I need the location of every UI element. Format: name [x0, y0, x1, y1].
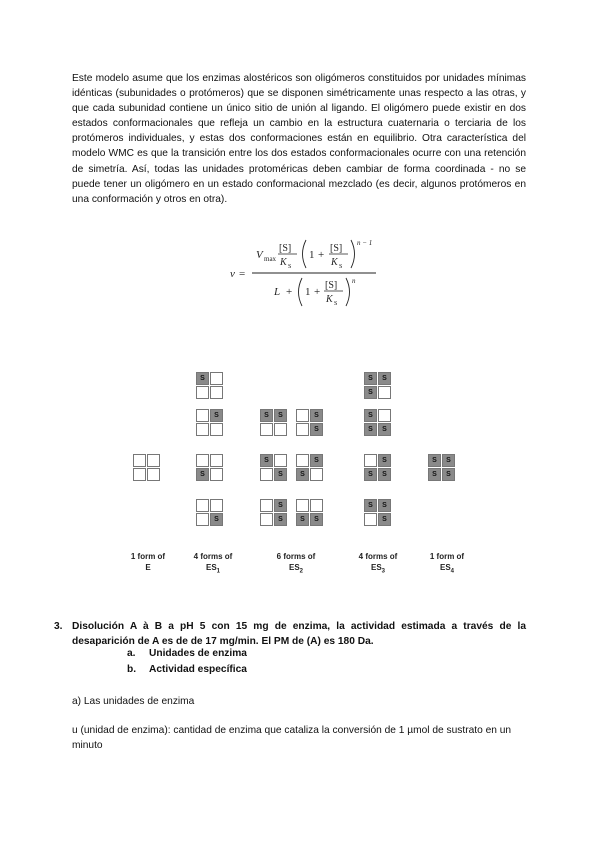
formula-den-ks-sub: S [334, 301, 338, 307]
tetramer-state [364, 499, 392, 527]
substrate-label: S [368, 426, 373, 433]
mwc-binding-states-diagram [0, 360, 600, 580]
subunit-empty [210, 386, 223, 399]
subunit-bound [442, 454, 455, 467]
answer-heading: a) Las unidades de enzima [72, 696, 195, 707]
substrate-label: S [382, 516, 387, 523]
substrate-label: S [300, 471, 305, 478]
question-item-b: b. Actividad específica [127, 664, 247, 675]
subunit-empty [296, 454, 309, 467]
mwc-rate-equation [226, 232, 396, 316]
substrate-label: S [214, 516, 219, 523]
subunit-empty [274, 423, 287, 436]
subunit-empty [196, 423, 209, 436]
subunit-empty [210, 423, 223, 436]
subunit-bound [260, 409, 273, 422]
question-text: Disolución A à B a pH 5 con 15 mg de enzima, la actividad estimada a través de la desaparición de A es de de 17 mg/min. El PM de (A) es 180 Da. [72, 621, 526, 648]
substrate-label: S [368, 471, 373, 478]
substrate-label: S [382, 375, 387, 382]
subunit-empty [260, 513, 273, 526]
subunit-empty [147, 454, 160, 467]
substrate-label: S [300, 516, 305, 523]
subunit-bound [378, 468, 391, 481]
substrate-label: S [278, 412, 283, 419]
tetramer-state [364, 372, 392, 400]
subunit-empty [260, 423, 273, 436]
tetramer-state [296, 409, 324, 437]
substrate-label: S [446, 457, 451, 464]
subunit-empty [260, 499, 273, 512]
substrate-label: S [264, 412, 269, 419]
subunit-bound [210, 409, 223, 422]
substrate-label: S [214, 412, 219, 419]
subunit-empty [210, 499, 223, 512]
subunit-empty [274, 454, 287, 467]
subunit-bound [364, 409, 377, 422]
formula-num-ks-sub: S [288, 264, 292, 270]
tetramer-state [196, 454, 224, 482]
substrate-label: S [382, 457, 387, 464]
subunit-bound [442, 468, 455, 481]
tetramer-state [196, 499, 224, 527]
substrate-label: S [368, 412, 373, 419]
col-label-e: 1 form of E [130, 552, 166, 572]
tetramer-state [196, 409, 224, 437]
subunit-empty [210, 372, 223, 385]
substrate-label: S [368, 502, 373, 509]
substrate-label: S [278, 471, 283, 478]
subunit-bound [378, 372, 391, 385]
col-label-es4: 1 form of $ES_4$ [429, 552, 465, 575]
substrate-label: S [278, 502, 283, 509]
enzyme-unit-definition: u (unidad de enzima): cantidad de enzima que cataliza la conversión de 1 µmol de sustrato en un minuto [72, 725, 512, 751]
substrate-label: S [446, 471, 451, 478]
formula-den-plus2: + [314, 286, 321, 298]
subunit-bound [378, 423, 391, 436]
tetramer-state [364, 409, 392, 437]
subunit-bound [310, 423, 323, 436]
subunit-bound [196, 372, 209, 385]
tetramer-state [133, 454, 161, 482]
subunit-empty [147, 468, 160, 481]
subunit-empty [196, 499, 209, 512]
formula-equals: = [239, 268, 246, 280]
subunit-bound [274, 513, 287, 526]
tetramer-state [428, 454, 456, 482]
formula-num-plus: + [318, 249, 325, 261]
subunit-bound [210, 513, 223, 526]
subunit-empty [364, 454, 377, 467]
subunit-bound [364, 499, 377, 512]
subunit-bound [378, 513, 391, 526]
subunit-bound [310, 409, 323, 422]
tetramer-state [260, 499, 288, 527]
col-label-es1: 4 forms of $ES_1$ [193, 552, 233, 575]
subunit-bound [378, 454, 391, 467]
tetramer-state [364, 454, 392, 482]
tetramer-state [296, 454, 324, 482]
subunit-bound [274, 499, 287, 512]
formula-l: L [274, 286, 281, 298]
formula-num-ks2-sub: S [339, 264, 343, 270]
substrate-label: S [432, 471, 437, 478]
substrate-label: S [432, 457, 437, 464]
subunit-bound [378, 499, 391, 512]
substrate-label: S [278, 516, 283, 523]
formula-den-plus: + [286, 286, 293, 298]
subunit-empty [378, 409, 391, 422]
tetramer-state [196, 372, 224, 400]
substrate-label: S [200, 471, 205, 478]
subunit-empty [364, 513, 377, 526]
subunit-bound [274, 409, 287, 422]
substrate-label: S [314, 457, 319, 464]
formula-num-s2: [S] [330, 243, 343, 254]
subunit-empty [296, 499, 309, 512]
substrate-label: S [382, 471, 387, 478]
subunit-bound [428, 454, 441, 467]
col-label-es2: 6 forms of $ES_2$ [276, 552, 316, 575]
substrate-label: S [382, 502, 387, 509]
subunit-empty [196, 409, 209, 422]
formula-lhs: v [230, 268, 235, 280]
formula-num-ks: K [280, 257, 287, 268]
subunit-bound [260, 454, 273, 467]
subunit-bound [364, 386, 377, 399]
substrate-label: S [368, 389, 373, 396]
subunit-empty [310, 499, 323, 512]
formula-den-one: 1 [305, 286, 311, 298]
subunit-empty [378, 386, 391, 399]
formula-exp-bottom: n [352, 277, 356, 285]
subunit-bound [364, 372, 377, 385]
formula-num-one: 1 [309, 249, 315, 261]
substrate-label: S [368, 375, 373, 382]
substrate-label: S [314, 426, 319, 433]
subunit-bound [274, 468, 287, 481]
question-3 [54, 619, 526, 649]
formula-vmax-sub: max [264, 255, 277, 263]
intro-paragraph: Este modelo asume que los enzimas alostéricos son oligómeros constituidos por unidades mínimas idénticas (subunidades o protómeros) que se disponen simétricamente unas respecto a las otras, y que cada subunidad contiene un único sitio de unión al ligando. El oligómero puede existir en dos estados conformacionales que refleja un cambio en la estructura cuaternaria o terciaria de los protómeros individuales, y estas dos conformaciones están en equilibrio. Otra característica del modelo WMC es que la transición entre los dos estados conformacionales ocurre con una retención de simetría. Así, todas las unidades protoméricas deben cambiar de forma coordinada - no se puede tener un oligómero en un estado conformacional mezclado (es decir, algunos protómeros en una conformación y otros en otra). [72, 73, 526, 205]
subunit-empty [296, 423, 309, 436]
tetramer-state [260, 409, 288, 437]
substrate-label: S [382, 426, 387, 433]
question-item-a: a. Unidades de enzima [127, 648, 247, 659]
subunit-empty [133, 454, 146, 467]
subunit-empty [260, 468, 273, 481]
question-number: 3. [54, 621, 63, 632]
subunit-empty [196, 454, 209, 467]
subunit-bound [296, 513, 309, 526]
subunit-empty [296, 409, 309, 422]
subunit-empty [310, 468, 323, 481]
formula-den-s: [S] [325, 280, 338, 291]
subunit-empty [196, 513, 209, 526]
tetramer-state [260, 454, 288, 482]
formula-vmax: V [256, 249, 263, 261]
formula-exp-top: n − 1 [357, 239, 373, 247]
subunit-empty [196, 386, 209, 399]
substrate-label: S [264, 457, 269, 464]
col-label-es3: 4 forms of $ES_3$ [358, 552, 398, 575]
subunit-bound [364, 468, 377, 481]
subunit-bound [196, 468, 209, 481]
subunit-empty [210, 454, 223, 467]
formula-num-s: [S] [279, 243, 292, 254]
subunit-bound [364, 423, 377, 436]
subunit-empty [133, 468, 146, 481]
formula-den-ks: K [326, 294, 333, 305]
substrate-label: S [314, 516, 319, 523]
formula-num-ks2: K [331, 257, 338, 268]
tetramer-state [296, 499, 324, 527]
substrate-label: S [200, 375, 205, 382]
substrate-label: S [314, 412, 319, 419]
subunit-bound [310, 454, 323, 467]
subunit-bound [296, 468, 309, 481]
subunit-bound [428, 468, 441, 481]
subunit-empty [210, 468, 223, 481]
subunit-bound [310, 513, 323, 526]
